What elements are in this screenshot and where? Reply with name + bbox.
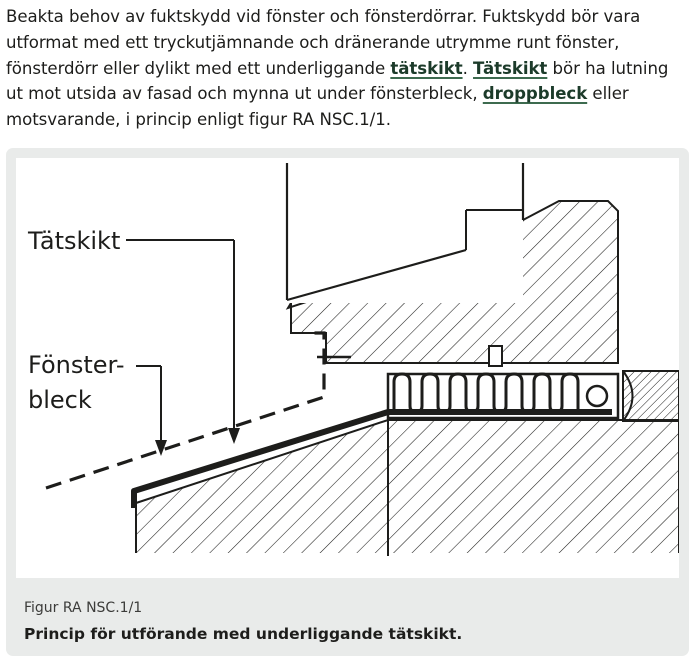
term-link-droppbleck[interactable]: droppbleck (482, 84, 588, 104)
label-fonsterbleck-2: bleck (28, 386, 92, 414)
figure-caption-number: Figur RA NSC.1/1 (24, 600, 143, 616)
intro-text-3: bör ha lutning ut mot utsida av fasad och mynna ut under fönsterbleck, (6, 58, 669, 104)
term-link-tatskikt-2[interactable]: Tätskikt (473, 58, 548, 78)
cladding-piece (623, 371, 679, 421)
intro-paragraph (6, 4, 686, 133)
term-link-tatskikt[interactable]: tätskikt (390, 58, 463, 78)
frame-tongue (489, 346, 502, 366)
leader-fonsterbleck (136, 366, 167, 456)
window-frame (287, 163, 618, 363)
intro-text-1: Beakta behov av fuktskydd vid fönster och fönsterdörrar. Fuktskydd bör vara utformat med ett tryckutjämnande och dränerande utrymme runt fönster, fönsterdörr eller dylikt med ett underliggande (6, 7, 641, 78)
wall-block (134, 420, 679, 578)
intro-text-4: eller motsvarande, i princip enligt figur RA NSC.1/1. (6, 84, 629, 130)
label-tatskikt: Tätskikt (28, 227, 121, 255)
intro-text-2: . (462, 58, 474, 78)
figure-drawing (16, 158, 679, 578)
figure-caption-title: Princip för utförande med underliggande tätskikt. (24, 625, 463, 643)
leader-tatskikt (126, 240, 240, 444)
label-fonsterbleck-1: Fönster- (28, 351, 125, 379)
window-sill-diagram (16, 158, 679, 578)
figure-container (6, 148, 689, 656)
